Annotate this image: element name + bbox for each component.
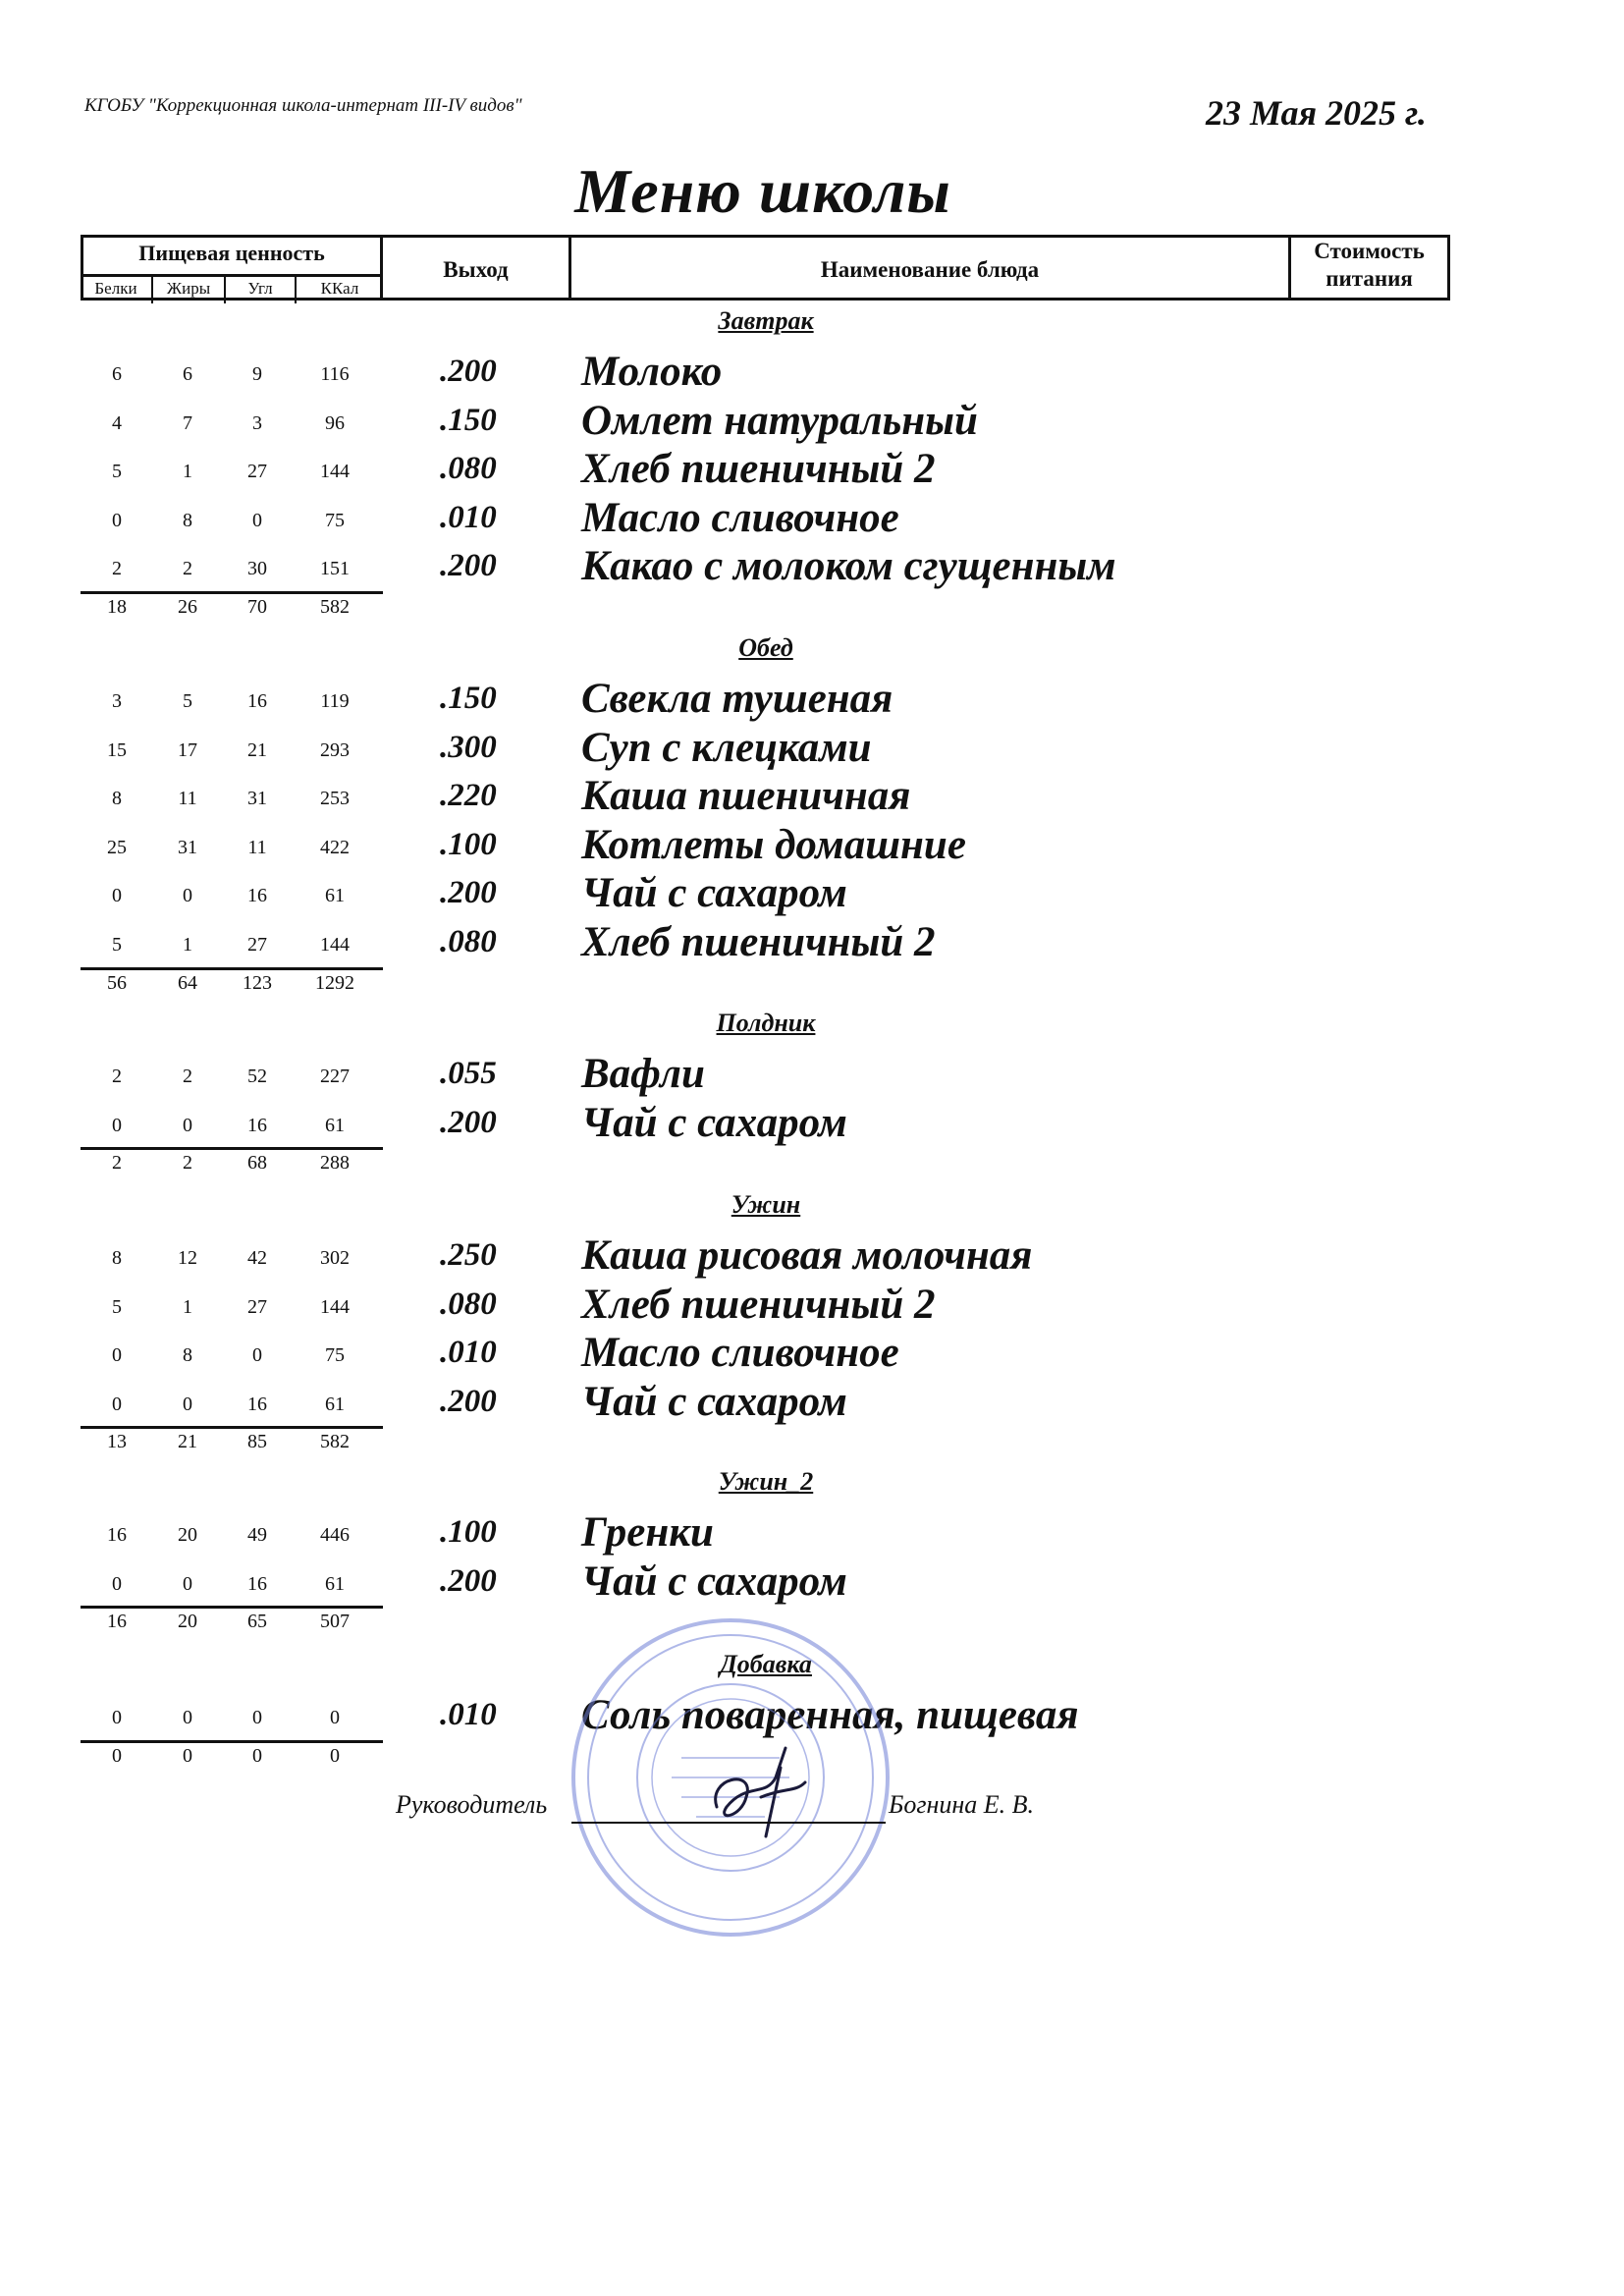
- fats-value: 8: [183, 509, 192, 531]
- dish-name: Молоко: [581, 349, 723, 395]
- section-title: Добавка: [720, 1650, 812, 1678]
- fats-value: 0: [183, 1572, 192, 1595]
- carbs-header: Угл: [226, 277, 297, 303]
- carbs-value: 9: [252, 363, 262, 385]
- dish-name: Масло сливочное: [581, 494, 899, 541]
- fats-value: 17: [178, 738, 197, 761]
- dish-name: Чай с сахаром: [581, 1378, 847, 1425]
- fats-value: 0: [183, 885, 192, 907]
- proteins-value: 25: [107, 836, 127, 858]
- kcal-value: 422: [320, 836, 350, 858]
- yield-value: .150: [440, 402, 497, 438]
- proteins-value: 0: [112, 1707, 122, 1728]
- dish-name: Суп с клецками: [581, 724, 872, 771]
- section-title: Ужин: [731, 1190, 801, 1219]
- fats-value: 6: [183, 363, 192, 385]
- section-total: [81, 591, 383, 620]
- total-carbs: 0: [252, 1744, 262, 1767]
- total-fats: 0: [183, 1744, 192, 1767]
- proteins-value: 0: [112, 1114, 122, 1136]
- yield-value: .250: [440, 1237, 497, 1273]
- kcal-value: 151: [320, 558, 350, 580]
- proteins-value: 8: [112, 1247, 122, 1269]
- org-name: КГОБУ "Коррекционная школа-интернат III-IV видов": [84, 95, 522, 116]
- total-proteins: 18: [107, 596, 127, 618]
- proteins-value: 3: [112, 690, 122, 712]
- kcal-value: 0: [330, 1707, 340, 1728]
- fats-value: 8: [183, 1344, 192, 1367]
- dish-name: Гренки: [581, 1509, 714, 1556]
- nutrition-title: Пищевая ценность: [138, 241, 325, 265]
- dish-name: Хлеб пшеничный 2: [581, 919, 936, 965]
- fats-value: 2: [183, 558, 192, 580]
- kcal-value: 61: [325, 1393, 345, 1415]
- fats-value: 2: [183, 1066, 192, 1087]
- total-carbs: 70: [247, 596, 267, 618]
- carbs-value: 16: [247, 1114, 267, 1136]
- yield-value: .220: [440, 778, 497, 814]
- carbs-value: 52: [247, 1066, 267, 1087]
- fats-value: 7: [183, 411, 192, 434]
- section-total: [81, 1606, 383, 1634]
- yield-value: .200: [440, 875, 497, 911]
- yield-value: .010: [440, 1697, 497, 1732]
- dish-name: Вафли: [581, 1051, 705, 1097]
- fats-value: 20: [178, 1524, 197, 1546]
- section-total: [81, 967, 383, 996]
- section-title: Ужин_2: [718, 1467, 814, 1496]
- cost-header-line2: питания: [1326, 266, 1413, 291]
- total-proteins: 16: [107, 1611, 127, 1633]
- yield-value: .150: [440, 681, 497, 716]
- kcal-value: 144: [320, 1295, 350, 1318]
- kcal-value: 144: [320, 461, 350, 483]
- dish-name: Хлеб пшеничный 2: [581, 446, 936, 493]
- section-title: Завтрак: [718, 306, 814, 335]
- carbs-value: 0: [252, 1344, 262, 1367]
- total-kcal: 582: [320, 1431, 350, 1453]
- kcal-value: 116: [320, 363, 350, 385]
- proteins-value: 16: [107, 1524, 127, 1546]
- kcal-value: 253: [320, 788, 350, 810]
- fats-value: 1: [183, 1295, 192, 1318]
- signature-role: Руководитель: [396, 1790, 548, 1819]
- total-fats: 64: [178, 971, 197, 994]
- proteins-value: 5: [112, 934, 122, 956]
- kcal-value: 446: [320, 1524, 350, 1546]
- kcal-value: 119: [320, 690, 350, 712]
- cost-header-line1: Стоимость: [1314, 239, 1425, 263]
- carbs-value: 16: [247, 885, 267, 907]
- total-kcal: 507: [320, 1611, 350, 1633]
- total-carbs: 65: [247, 1611, 267, 1633]
- dish-name-header: [568, 235, 1291, 301]
- dish-name: Омлет натуральный: [581, 397, 978, 444]
- section-total: [81, 1147, 383, 1175]
- kcal-value: 61: [325, 1572, 345, 1595]
- proteins-header: Белки: [81, 277, 153, 303]
- carbs-value: 0: [252, 1707, 262, 1728]
- proteins-value: 0: [112, 1572, 122, 1595]
- proteins-value: 5: [112, 461, 122, 483]
- dish-name: Свекла тушеная: [581, 676, 893, 722]
- yield-value: .100: [440, 826, 497, 862]
- signature-icon: [687, 1738, 835, 1846]
- yield-value: .200: [440, 1562, 497, 1599]
- kcal-value: 96: [325, 411, 345, 434]
- yield-value: .300: [440, 729, 497, 765]
- yield-value: .200: [440, 354, 497, 389]
- dish-name-header-label: Наименование блюда: [820, 257, 1040, 282]
- yield-value: .080: [440, 924, 497, 959]
- proteins-value: 2: [112, 1066, 122, 1087]
- document-date: 23 Мая 2025 г.: [1206, 93, 1427, 133]
- yield-value: .200: [440, 1383, 497, 1419]
- carbs-value: 27: [247, 934, 267, 956]
- carbs-value: 16: [247, 690, 267, 712]
- kcal-value: 61: [325, 1114, 345, 1136]
- fats-value: 12: [178, 1247, 197, 1269]
- total-carbs: 68: [247, 1152, 267, 1175]
- carbs-value: 27: [247, 461, 267, 483]
- signature-line: [571, 1822, 886, 1824]
- dish-name: Каша рисовая молочная: [581, 1232, 1033, 1279]
- total-proteins: 56: [107, 971, 127, 994]
- total-proteins: 2: [112, 1152, 122, 1175]
- total-carbs: 123: [243, 971, 272, 994]
- dish-name: Чай с сахаром: [581, 1558, 847, 1605]
- fats-value: 5: [183, 690, 192, 712]
- kcal-value: 227: [320, 1066, 350, 1087]
- yield-value: .010: [440, 499, 497, 535]
- carbs-value: 27: [247, 1295, 267, 1318]
- proteins-value: 2: [112, 558, 122, 580]
- section-total: [81, 1740, 383, 1769]
- proteins-value: 5: [112, 1295, 122, 1318]
- total-kcal: 582: [320, 596, 350, 618]
- fats-value: 1: [183, 461, 192, 483]
- yield-value: .080: [440, 1285, 497, 1322]
- yield-value: .100: [440, 1514, 497, 1550]
- fats-value: 0: [183, 1393, 192, 1415]
- fats-value: 0: [183, 1707, 192, 1728]
- total-kcal: 0: [330, 1744, 340, 1767]
- carbs-value: 11: [247, 836, 267, 858]
- proteins-value: 0: [112, 1344, 122, 1367]
- cost-header: [1288, 235, 1450, 301]
- kcal-header: ККал: [320, 279, 359, 298]
- total-fats: 2: [183, 1152, 192, 1175]
- carbs-value: 21: [247, 738, 267, 761]
- kcal-value: 75: [325, 1344, 345, 1367]
- yield-header: [380, 235, 571, 301]
- section-total: [81, 1426, 383, 1454]
- nutrition-subheader: [81, 274, 383, 303]
- carbs-value: 42: [247, 1247, 267, 1269]
- carbs-value: 3: [252, 411, 262, 434]
- total-carbs: 85: [247, 1431, 267, 1453]
- dish-name: Каша пшеничная: [581, 773, 911, 820]
- dish-name: Какао с молоком сгущенным: [581, 543, 1116, 590]
- fats-value: 0: [183, 1114, 192, 1136]
- yield-value: .200: [440, 1104, 497, 1140]
- yield-value: .055: [440, 1056, 497, 1091]
- proteins-value: 15: [107, 738, 127, 761]
- proteins-value: 6: [112, 363, 122, 385]
- nutrition-header: [81, 235, 383, 301]
- carbs-value: 0: [252, 509, 262, 531]
- dish-name: Чай с сахаром: [581, 1099, 847, 1146]
- fats-value: 31: [178, 836, 197, 858]
- kcal-value: 302: [320, 1247, 350, 1269]
- kcal-value: 144: [320, 934, 350, 956]
- total-kcal: 288: [320, 1152, 350, 1175]
- total-proteins: 0: [112, 1744, 122, 1767]
- carbs-value: 31: [247, 788, 267, 810]
- yield-value: .200: [440, 548, 497, 584]
- total-kcal: 1292: [315, 971, 354, 994]
- yield-header-label: Выход: [443, 257, 509, 282]
- kcal-value: 61: [325, 885, 345, 907]
- fats-value: 11: [178, 788, 197, 810]
- dish-name: Котлеты домашние: [581, 821, 966, 868]
- fats-value: 1: [183, 934, 192, 956]
- carbs-value: 16: [247, 1572, 267, 1595]
- dish-name: Чай с сахаром: [581, 870, 847, 917]
- proteins-value: 0: [112, 885, 122, 907]
- yield-value: .010: [440, 1335, 497, 1371]
- fats-header: Жиры: [153, 277, 226, 303]
- kcal-value: 75: [325, 509, 345, 531]
- signature-name: Богнина Е. В.: [889, 1790, 1035, 1819]
- dish-name: Соль поваренная, пищевая: [581, 1692, 1079, 1738]
- total-fats: 20: [178, 1611, 197, 1633]
- carbs-value: 16: [247, 1393, 267, 1415]
- total-fats: 21: [178, 1431, 197, 1453]
- proteins-value: 0: [112, 509, 122, 531]
- dish-name: Хлеб пшеничный 2: [581, 1281, 936, 1328]
- dish-name: Масло сливочное: [581, 1330, 899, 1377]
- carbs-value: 30: [247, 558, 267, 580]
- page-title: Меню школы: [574, 156, 951, 226]
- proteins-value: 8: [112, 788, 122, 810]
- total-fats: 26: [178, 596, 197, 618]
- kcal-value: 293: [320, 738, 350, 761]
- total-proteins: 13: [107, 1431, 127, 1453]
- section-title: Полдник: [716, 1009, 816, 1037]
- proteins-value: 0: [112, 1393, 122, 1415]
- yield-value: .080: [440, 451, 497, 487]
- proteins-value: 4: [112, 411, 122, 434]
- carbs-value: 49: [247, 1524, 267, 1546]
- section-title: Обед: [738, 633, 793, 662]
